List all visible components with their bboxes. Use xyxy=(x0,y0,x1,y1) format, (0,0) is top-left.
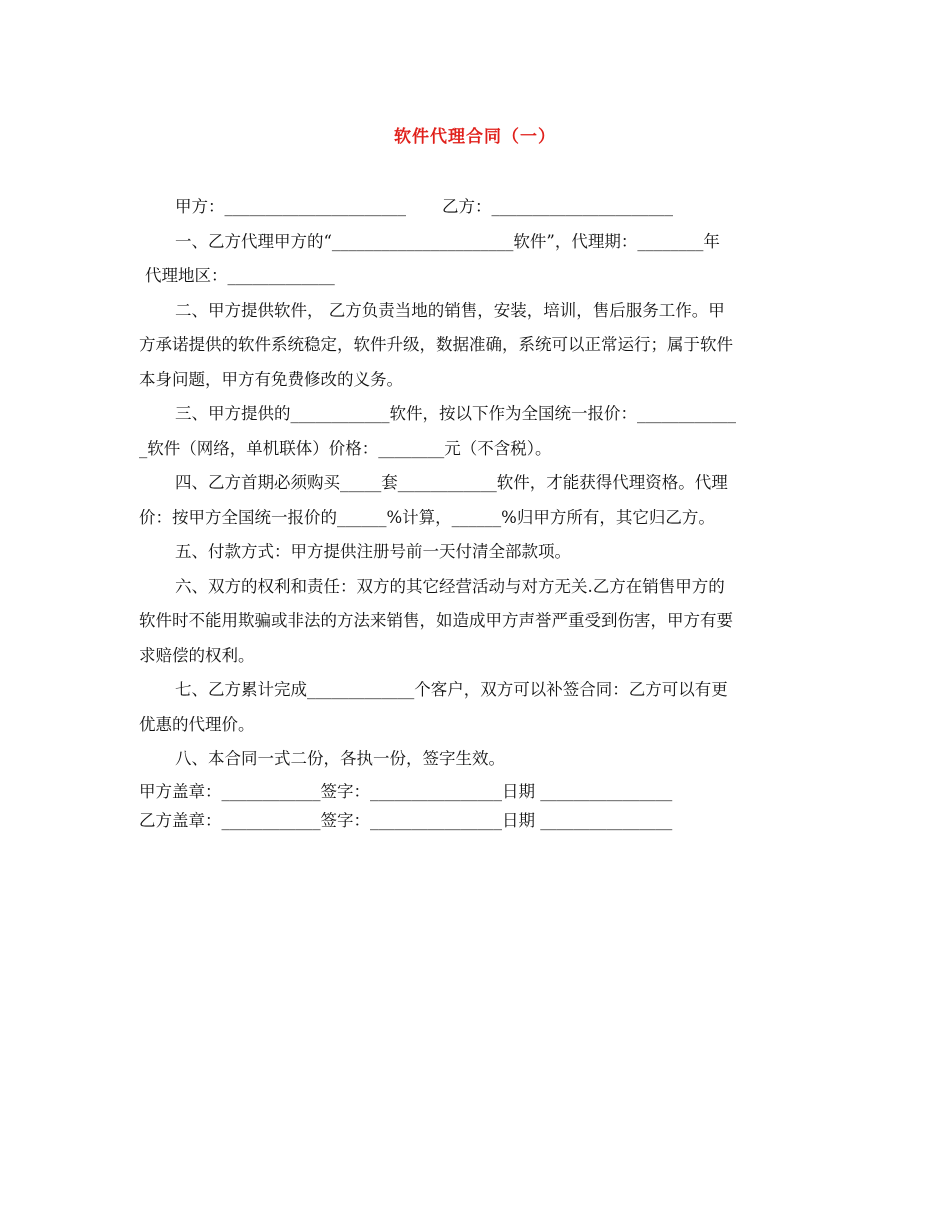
clause-3-line-2: _软件（网络，单机联体）价格：________元（不含税）。 xyxy=(139,438,552,458)
clause-8-line-1: 八、本合同一式二份，各执一份，签字生效。 xyxy=(175,749,505,768)
clause-5-line-1: 五、付款方式：甲方提供注册号前一天付清全部款项。 xyxy=(175,542,571,561)
clause-7-line-2: 优惠的代理价。 xyxy=(139,714,255,734)
clause-4-line-1: 四、乙方首期必须购买_____套____________软件，才能获得代理资格。代理 xyxy=(175,473,728,492)
party-b-field: 乙方：______________________ xyxy=(442,197,673,216)
signature-line-party-a: 甲方盖章：____________签字：________________日期 ________________ xyxy=(139,781,673,801)
clause-2-line-1: 二、甲方提供软件， 乙方负责当地的销售，安装，培训，售后服务工作。甲 xyxy=(175,300,725,320)
document-title: 软件代理合同（一） xyxy=(394,127,556,147)
party-a-field: 甲方：______________________ xyxy=(175,197,406,216)
clause-6-line-2: 软件时不能用欺骗或非法的方法来销售，如造成甲方声誉严重受到伤害，甲方有要 xyxy=(139,611,733,630)
clause-3-line-1: 三、甲方提供的____________软件，按以下作为全国统一报价：____________ xyxy=(175,404,736,423)
clause-1-line-2: 代理地区：_____________ xyxy=(145,266,335,285)
clause-6-line-3: 求赔偿的权利。 xyxy=(139,645,255,665)
clause-1-line-1: 一、乙方代理甲方的“______________________软件”，代理期：________年 xyxy=(175,231,720,251)
clause-7-line-1: 七、乙方累计完成_____________个客户，双方可以补签合同：乙方可以有更 xyxy=(175,680,728,699)
clause-6-line-1: 六、双方的权利和责任：双方的其它经营活动与对方无关.乙方在销售甲方的 xyxy=(175,576,725,596)
clause-2-line-2: 方承诺提供的软件系统稳定，软件升级，数据准确，系统可以正常运行；属于软件 xyxy=(139,335,733,354)
signature-line-party-b: 乙方盖章：____________签字：________________日期 ________________ xyxy=(139,810,673,830)
clause-4-line-2: 价：按甲方全国统一报价的______%计算，______%归甲方所有，其它归乙方。 xyxy=(139,507,715,527)
clause-2-line-3: 本身问题，甲方有免费修改的义务。 xyxy=(139,369,403,389)
parties-line xyxy=(139,190,813,225)
contract-body xyxy=(139,190,813,835)
